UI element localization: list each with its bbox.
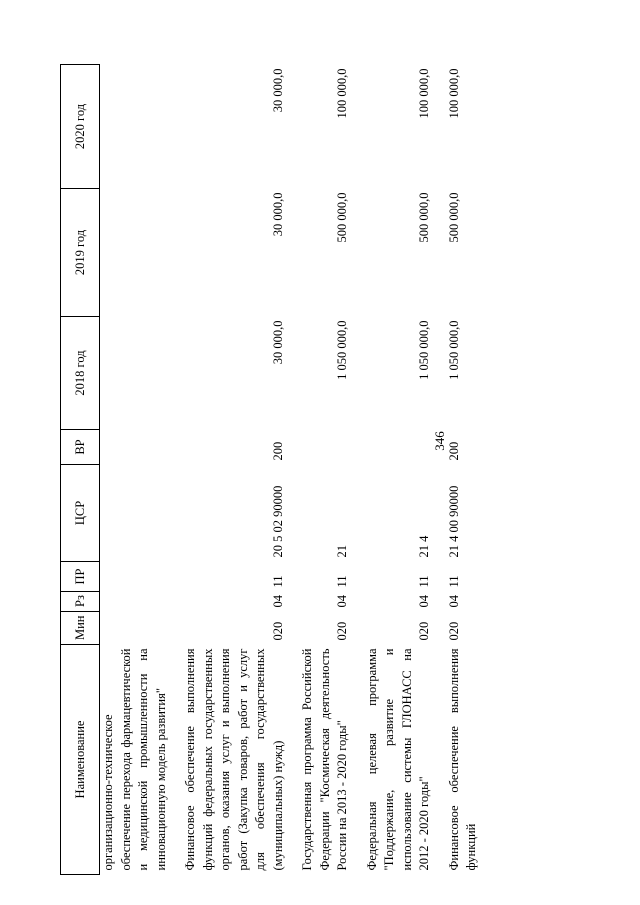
row-rz: 04 <box>417 595 431 608</box>
row-2019 <box>100 189 173 317</box>
table-row <box>172 65 289 875</box>
row-min: 020 <box>446 621 461 641</box>
row-pr: 11 <box>270 575 285 588</box>
row-2018: 1 050 000,0 <box>446 320 461 380</box>
table-row <box>436 65 483 875</box>
header-vr: ВР <box>61 430 100 465</box>
row-min: 020 <box>335 621 349 641</box>
header-min: Мин <box>61 612 100 645</box>
row-rz <box>100 592 173 612</box>
row-csr: 20 5 02 90000 <box>270 485 285 558</box>
table-row <box>100 65 173 875</box>
row-pr: 11 <box>446 575 461 588</box>
row-csr <box>100 465 173 562</box>
row-2019: 30 000,0 <box>270 192 285 237</box>
row-2018: 1 050 000,0 <box>417 320 431 380</box>
rotated-page-content <box>60 65 600 875</box>
row-rz: 04 <box>335 595 349 608</box>
row-vr <box>100 430 173 465</box>
header-csr: ЦСР <box>61 465 100 562</box>
row-2020: 100 000,0 <box>335 68 349 119</box>
header-rz: Рз <box>61 592 100 612</box>
row-2020: 100 000,0 <box>446 68 461 119</box>
row-csr: 21 4 <box>417 535 431 558</box>
row-name: Финансовое обеспечение выполнения функций <box>446 648 478 871</box>
row-rz: 04 <box>446 595 461 608</box>
row-csr: 21 4 00 90000 <box>446 485 461 558</box>
row-min <box>100 612 173 645</box>
row-2018: 1 050 000,0 <box>335 320 349 380</box>
header-2018: 2018 год <box>61 317 100 430</box>
row-2019: 500 000,0 <box>446 192 461 243</box>
row-2020 <box>100 65 173 189</box>
row-2020: 30 000,0 <box>270 68 285 113</box>
row-min: 020 <box>270 621 285 641</box>
row-2018: 30 000,0 <box>270 320 285 365</box>
row-pr: 11 <box>417 575 431 588</box>
row-min: 020 <box>417 621 431 641</box>
row-name: Государственная программа Российской Федерации "Космическая деятельность России на 2013 - 2020 годы" <box>300 648 349 871</box>
budget-table <box>60 64 483 875</box>
page-number: 346 <box>432 431 447 451</box>
row-pr: 11 <box>335 575 349 588</box>
row-rz: 04 <box>270 595 285 608</box>
table-header-row <box>61 65 100 875</box>
row-vr <box>289 430 354 465</box>
table-row <box>289 65 354 875</box>
row-name: Федеральная целевая программа "Поддержание, развитие и использование системы ГЛОНАСС на 2012 - 2020 годы" <box>364 648 431 871</box>
row-2020: 100 000,0 <box>417 68 431 119</box>
row-vr: 200 <box>270 441 285 461</box>
row-pr <box>100 562 173 592</box>
row-name: Финансовое обеспечение выполнения функций федеральных государственных органов, оказания услуг и выполнения работ (Закупка товаров, работ и услуг для обеспечения государственных (муниципальных) нужд) <box>183 648 285 871</box>
row-2019: 500 000,0 <box>417 192 431 243</box>
row-2019: 500 000,0 <box>335 192 349 243</box>
table-row <box>354 65 436 875</box>
header-2020: 2020 год <box>61 65 100 189</box>
header-2019: 2019 год <box>61 189 100 317</box>
row-2018 <box>100 317 173 430</box>
row-vr: 200 <box>446 441 461 461</box>
row-name: организационно-техническое обеспечение перехода фармацевтической и медицинской промышленности на инновационную модель развития" <box>101 648 168 871</box>
row-vr <box>354 430 436 465</box>
header-pr: ПР <box>61 562 100 592</box>
header-name: Наименование <box>61 645 100 875</box>
row-csr: 21 <box>335 545 349 558</box>
